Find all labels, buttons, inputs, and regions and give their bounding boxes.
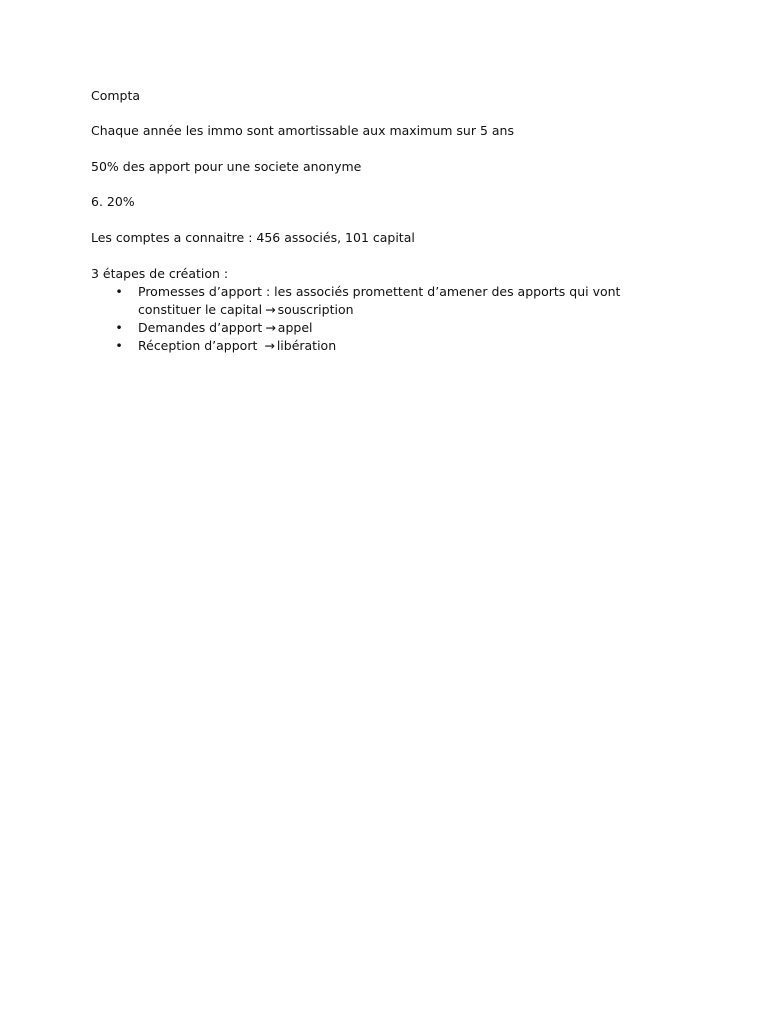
step-text: Demandes d’apport <box>138 320 263 335</box>
arrow-right-icon: → <box>265 320 276 335</box>
list-item-demandes <box>91 319 651 337</box>
paragraph-etapes-heading: 3 étapes de création : <box>91 266 229 281</box>
paragraph-apport-sa: 50% des apport pour une societe anonyme <box>91 159 362 174</box>
bullet-icon: • <box>115 284 123 299</box>
step-result: libération <box>276 338 337 353</box>
list-item-promesses <box>91 283 651 319</box>
list-item-reception <box>91 337 651 355</box>
step-result: souscription <box>277 302 354 317</box>
paragraph-percentage: 6. 20% <box>91 194 135 209</box>
etapes-list <box>91 283 651 355</box>
arrow-right-icon: → <box>265 302 276 317</box>
bullet-icon: • <box>115 338 123 353</box>
step-text: Réception d’apport <box>138 338 262 353</box>
step-text-continued: constituer le capital <box>138 302 263 317</box>
step-result: appel <box>277 320 313 335</box>
arrow-right-icon: → <box>264 338 275 353</box>
step-text: Promesses d’apport : les associés promettent d’amener des apports qui vont <box>138 284 621 299</box>
document-title: Compta <box>91 88 141 103</box>
paragraph-comptes: Les comptes a connaitre : 456 associés, 101 capital <box>91 230 415 245</box>
paragraph-amortissement: Chaque année les immo sont amortissable aux maximum sur 5 ans <box>91 123 514 138</box>
bullet-icon: • <box>115 320 123 335</box>
